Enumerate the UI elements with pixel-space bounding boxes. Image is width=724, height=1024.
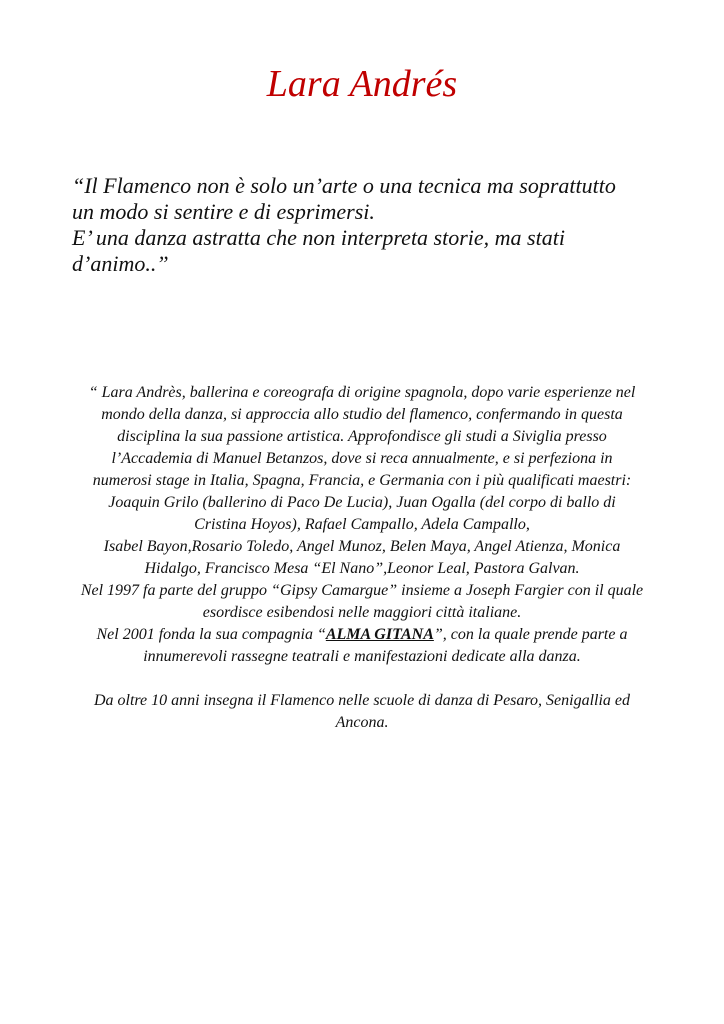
quote-line: E’ una danza astratta che non interpreta storie, ma stati [72,225,565,250]
bio-line: numerosi stage in Italia, Spagna, Francia, e Germania con i più qualificati maestri: [92,472,632,489]
bio-line: innumerevoli rassegne teatrali e manifestazioni dedicate alla danza. [143,648,581,665]
page-title: Lara Andrés [266,63,458,105]
bio-company-line [50,624,674,646]
bio-line: Joaquin Grilo (ballerino di Paco De Lucia), Juan Ogalla (del corpo di ballo di [108,494,616,511]
bio-line: “ Lara Andrès, ballerina e coreografa di origine spagnola, dopo varie esperienze nel [88,384,636,401]
teaching-line: Da oltre 10 anni insegna il Flamenco nelle scuole di danza di Pesaro, Senigallia ed [93,692,631,709]
bio-line: Cristina Hoyos), Rafael Campallo, Adela Campallo, [194,516,530,533]
company-name: ALMA GITANA [325,626,434,643]
bio-company-line-after: ”, con la quale prende parte a [433,626,628,643]
quote-line: un modo si sentire e di esprimersi. [72,199,375,224]
teaching-line: Ancona. [335,714,389,731]
bio-company-line-before: Nel 2001 fonda la sua compagnia “ [96,626,326,643]
flamenco-quote [72,173,672,277]
bio-line: disciplina la sua passione artistica. Approfondisce gli studi a Siviglia presso [117,428,607,445]
bio-line: mondo della danza, si approccia allo studio del flamenco, confermando in questa [101,406,623,423]
bio-line: esordisce esibendosi nelle maggiori città italiane. [202,604,522,621]
bio-line: l’Accademia di Manuel Betanzos, dove si reca annualmente, e si perfeziona in [111,450,613,467]
quote-line: d’animo..” [72,251,169,276]
bio-line: Nel 1997 fa parte del gruppo “Gipsy Camargue” insieme a Joseph Fargier con il quale [80,582,644,599]
quote-line: “Il Flamenco non è solo un’arte o una tecnica ma soprattutto [72,173,616,198]
bio-line: Isabel Bayon,Rosario Toledo, Angel Munoz, Belen Maya, Angel Atienza, Monica [103,538,621,555]
paragraph-gap [50,668,674,690]
biography [50,382,674,734]
bio-line: Hidalgo, Francisco Mesa “El Nano”,Leonor Leal, Pastora Galvan. [144,560,580,577]
